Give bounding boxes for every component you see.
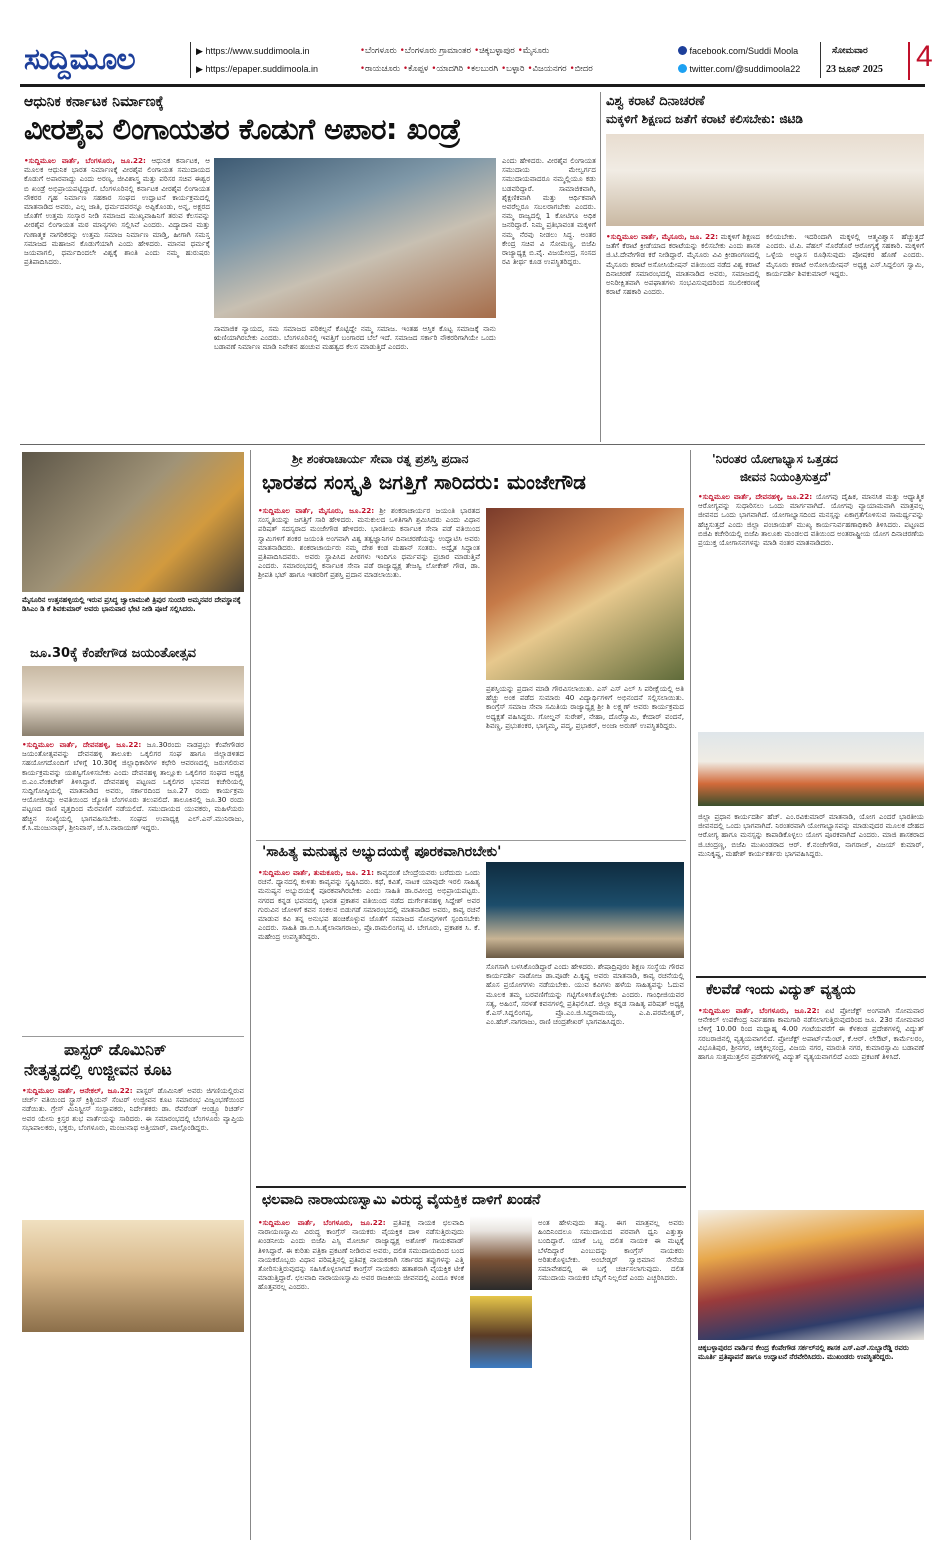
column-rule <box>250 450 251 1540</box>
facebook-icon <box>678 46 687 55</box>
cities-row-1 <box>360 46 552 56</box>
lead-headline: ವೀರಶೈವ ಲಿಂಗಾಯತರ ಕೊಡುಗೆ ಅಪಾರ: ಖಂಡ್ರೆ <box>24 112 461 146</box>
masthead-divider <box>190 42 191 78</box>
city-link[interactable] <box>431 64 463 74</box>
karate-photo <box>606 134 924 226</box>
city-label: ಬೀದರ <box>574 64 593 74</box>
kempegowda-photo <box>22 666 244 736</box>
city-link[interactable] <box>570 64 593 74</box>
temple-photo <box>22 452 244 592</box>
twitter-link[interactable]: twitter.com/@suddimoola22 <box>678 64 800 74</box>
lead-column-2: ಸಾಮಾಜಿಕ ನ್ಯಾಯದ, ಸಮ ಸಮಾಜದ ಪರಿಕಲ್ಪನೆ ಕೊಟ್ಟಿದ್ದೇ ನಮ್ಮ ಸಮಾಜ. ಇಂತಹ ಆಸ್ತಿಕ ಕೊಟ್ಟ ಸಮಾಜಕ್ಕೆ ನಾನು ಋಣಿಯಾಗಿರಬೇಕು ಎಂದರು. ಬೆಂಗಳೂರಿನಲ್ಲಿ ಇವತ್ತಿಗೆ ಬಂಗಾರದ ಬೆಲೆ ಇದೆ. ಸಮಾಜದ ಸರ್ಕಾರಿ ನೌಕರರಿಗಾಗಿಯೇ ಒಂದು ಬಡಾವಣೆ ನಿರ್ಮಾಣ ಮಾಡಿ ನಿವೇಶನ ಹಂಚುವ ಮಹತ್ವದ ಕೆಲಸ ಮಾಡುತ್ತಿದೆ ಎಂದರು. <box>214 324 496 352</box>
city-label: ಕಲಬುರಗಿ <box>471 64 499 74</box>
chevron-right-icon: ▶ <box>196 64 203 74</box>
issue-day: ಸೋಮವಾರ <box>832 46 868 56</box>
karate-column-1: •ಸುದ್ದಿಮೂಲ ವಾರ್ತೆ, ಮೈಸೂರು, ಜೂ. 22: ಮಕ್ಕಳಿಗೆ ಶಿಕ್ಷಣದ ಜತೆಗೆ ಕೆರಾಟೆ ಕ್ರೀಡೆಯಾದ ಕರಾಟೆಯನ್ನು ಕಲಿಸಬೇಕು ಎಂದು ಶಾಸಕ ಜಿ.ಟಿ.ದೇವೇಗೌಡ ಕರೆ ನೀಡಿದ್ದಾರೆ. ಮೈಸೂರು ವಿವಿ ಕ್ರೀಡಾಂಗಣದಲ್ಲಿ ಮೈಸೂರು ಕರಾಟೆ ಅಸೋಸಿಯೇಷನ್ ವತಿಯಿಂದ ನಡೆದ ವಿಶ್ವ ಕರಾಟೆ ದಿನಾಚರಣೆ ಸಮಾರಂಭದಲ್ಲಿ ಮಾತನಾಡಿದ ಅವರು, ಸಮಾಜದಲ್ಲಿ ಅನಿರೀಕ್ಷಿತವಾಗಿ ಅಪಘಾತಗಳು ಸಂಭವಿಸುವುದರಿಂದ ಸಬಲೀಕರಣಕ್ಕೆ ಕರಾಟೆ ಸಹಕಾರಿ ಎಂದರು. <box>606 232 760 297</box>
pastor-photo <box>22 1220 244 1332</box>
bullet-icon: • <box>431 64 437 74</box>
masthead <box>20 8 933 87</box>
city-label: ಬಳ್ಳಾರಿ <box>506 64 525 74</box>
date-divider <box>820 42 821 78</box>
bullet-icon: • <box>527 64 533 74</box>
karate-kicker: ವಿಶ್ವ ಕರಾಟೆ ದಿನಾಚರಣೆ <box>606 94 705 109</box>
city-label: ವಿಜಯನಗರ <box>532 64 567 74</box>
temple-caption: ಮೈಸೂರಿನ ಉತ್ತನಹಳ್ಳಿಯಲ್ಲಿ ಇರುವ ಪ್ರಸಿದ್ಧ ಜ್ವಾಲಾಮುಖಿ ತ್ರಿಪುರ ಸುಂದರಿ ಅಮ್ಮನವರ ದೇವಸ್ಥಾನಕ್ಕೆ ಡಿಸಿಎಂ ಡಿ ಕೆ ಶಿವಕುಮಾರ್ ಅವರು ಭಾನುವಾರ ಭೇಟಿ ನೀಡಿ ಪೂಜೆ ಸಲ್ಲಿಸಿದರು. <box>22 596 241 613</box>
sahitya-column-2: ಸೊಗಸಾಗಿ ಬಳಸಿಕೊಂಡಿದ್ದಾರೆ ಎಂದು ಹೇಳಿದರು. ಶೇಷಾದ್ರಿಪುರಂ ಶಿಕ್ಷಣ ಸಂಸ್ಥೆಯ ಗೌರವ ಕಾರ್ಯದರ್ಶಿ ನಾಡೋಜ ಡಾ.ವೂಡೇ ಪಿ.ಕೃಷ್ಣ ಅವರು ಮಾತನಾಡಿ, ಕಾವ್ಯ ರಚನೆಯಲ್ಲಿ ಹೊಸ ಪ್ರಯೋಗಗಳು ನಡೆಯಬೇಕು. ಯುವ ಕವಿಗಳು ಹಳೆಯ ಸಾಹಿತ್ಯವನ್ನು ಓದುವ ಮೂಲಕ ತಮ್ಮ ಬರವಣಿಗೆಯನ್ನು ಗಟ್ಟಿಗೊಳಿಸಿಕೊಳ್ಳಬೇಕು ಎಂದರು. ಗಾಂಧೀಜಿಯವರ ಸತ್ಯ, ಅಹಿಂಸೆ, ಸರಳತೆ ಕವನಗಳಲ್ಲಿ ಪ್ರತಿಫಲಿಸಿದೆ. ಜಿಲ್ಲಾ ಕನ್ನಡ ಸಾಹಿತ್ಯ ಪರಿಷತ್ ಅಧ್ಯಕ್ಷ ಕೆ.ಎಸ್.ಸಿದ್ದಲಿಂಗಪ್ಪ, ಪ್ರೊ.ಎಂ.ಜಿ.ಸಿದ್ದರಾಮಯ್ಯ, ಎ.ಪಿ.ಪರಮೇಶ್ವರ್, ಎಂ.ಹೆಚ್.ನಾಗರಾಜು, ರಾಣಿ ಚಂದ್ರಶೇಖರ್ ಭಾಗವಹಿಸಿದ್ದರು. <box>486 962 684 1027</box>
chevron-right-icon: ▶ <box>196 46 203 56</box>
city-label: ಚಿಕ್ಕಬಳ್ಳಾಪುರ <box>479 46 515 56</box>
power-headline: ಕೆಲವೆಡೆ ಇಂದು ವಿದ್ಯುತ್ ವ್ಯತ್ಯಯ <box>706 982 856 998</box>
lead-kicker: ಆಧುನಿಕ ಕರ್ನಾಟಕ ನಿರ್ಮಾಣಕ್ಕೆ <box>24 94 164 110</box>
bullet-icon: • <box>360 64 366 74</box>
city-label: ಬೆಂಗಳೂರು <box>365 46 397 56</box>
column-rule <box>600 92 601 442</box>
bullet-icon: • <box>474 46 480 56</box>
pastor-headline-1: ಪಾಸ್ಟರ್ ಡೊಮಿನಿಕ್ <box>64 1040 167 1059</box>
city-link[interactable] <box>400 46 471 56</box>
kempegowda-body: •ಸುದ್ದಿಮೂಲ ವಾರ್ತೆ, ದೇವನಹಳ್ಳಿ, ಜೂ.22: ಜೂ.30ರಂದು ನಾಡಪ್ರಭು ಕೆಂಪೇಗೌಡರ ಜಯಂತೋತ್ಸವವನ್ನು ದೇವನಹಳ್ಳಿ ತಾಲೂಕು ಒಕ್ಕಲಿಗರ ಸಂಘ ಹಾಗೂ ಜಿಲ್ಲಾಡಳಿತದ ಸಹಯೋಗದೊಂದಿಗೆ ಬೆಳಿಗ್ಗೆ 10.30ಕ್ಕೆ ಜಿಲ್ಲಾಧಿಕಾರಿಗಳ ಕಛೇರಿ ಆವರಣದಲ್ಲಿ ಜರುಗಲಿರುವ ಕಾರ್ಯಕ್ರಮವನ್ನು ಯಶಸ್ವಿಗೊಳಿಸಬೇಕು ಎಂದು ದೇವನಹಳ್ಳಿ ತಾಲ್ಲೂಕು ಒಕ್ಕಲಿಗರ ಸಂಘದ ಅಧ್ಯಕ್ಷ ಬಿ.ಎಂ.ವೆಂಕಟೇಶ್ ತಿಳಿಸಿದ್ದಾರೆ. ದೇವನಹಳ್ಳಿ ಪಟ್ಟಣದ ಒಕ್ಕಲಿಗರ ಭವನದ ಕಚೇರಿಯಲ್ಲಿ ಸುದ್ದಿಗೋಷ್ಠಿಯಲ್ಲಿ ಮಾತನಾಡಿದ ಅವರು, ಸರ್ಕಾರದಿಂದ ಜೂ.27 ರಂದು ಕಾರ್ಯಕ್ರಮ ಆಯೋಜಿಸಿದ್ದು ಅವತಿಯಿಂದ ಜ್ಯೋತಿ ಬೆಂಗಳೂರು ತಲುಪಲಿದೆ. ತಾಲೂಕಿನಲ್ಲಿ ಜೂ.30 ರಂದು ಪಟ್ಟಣದ ರಾಣಿ ವೃತ್ತದಿಂದ ಮೆರವಣಿಗೆ ನಡೆಯಲಿದೆ. ಸಮುದಾಯದ ಯುವಕರು, ಮಹಿಳೆಯರು ಹೆಚ್ಚಿನ ಸಂಖ್ಯೆಯಲ್ಲಿ ಭಾಗವಹಿಸಬೇಕು. ಸಂಘದ ಉಪಾಧ್ಯಕ್ಷ ಎಲ್.ಎನ್.ಮುನಿರಾಜು, ಕೆ.ಸಿ.ಮಂಜುನಾಥ್, ಶ್ರೀನಿವಾಸ್, ಜೆ.ಸಿ.ನಾರಾಯಣ್ ಇದ್ದರು. <box>22 740 244 832</box>
city-label: ಬೆಂಗಳೂರು ಗ್ರಾಮಾಂತರ <box>404 46 472 56</box>
page-number: 4 <box>916 40 933 73</box>
manjegowda-photo <box>486 508 684 680</box>
sahitya-headline: 'ಸಾಹಿತ್ಯ ಮನುಷ್ಯನ ಅಭ್ಯುದಯಕ್ಕೆ ಪೂರಕವಾಗಿರಬೇಕು' <box>262 844 502 860</box>
chikkaballapur-caption: ಚಿಕ್ಕಬಳ್ಳಾಪುರದ ವಾರ್ಡಿನ ಕೇಂದ್ರ ಕೆಂಪೇಗೌಡ ಸರ್ಕಲ್‌ನಲ್ಲಿ ಶಾಸಕ ಎಸ್.ಎನ್.ಸುಬ್ಬಾರೆಡ್ಡಿ ರವರು ಮೂರ್ತಿ ಪ್ರತಿಷ್ಠಾಪನೆ ಹಾಗೂ ಉದ್ಘಾಟನೆ ನೆರವೇರಿಸಿದರು. ಮುಖಂಡರು ಉಪಸ್ಥಿತರಿದ್ದರು. <box>698 1344 909 1361</box>
right-section-rule <box>696 976 926 978</box>
portrait-photo-1 <box>470 1216 532 1290</box>
narayanaswamy-headline: ಛಲವಾದಿ ನಾರಾಯಣಸ್ವಾಮಿ ವಿರುದ್ಧ ವೈಯಕ್ತಿಕ ದಾಳಿಗೆ ಖಂಡನೆ <box>262 1192 541 1208</box>
yoga-body-1: •ಸುದ್ದಿಮೂಲ ವಾರ್ತೆ, ದೇವನಹಳ್ಳಿ, ಜೂ.22: ಯೋಗವು ದೈಹಿಕ, ಮಾನಸಿಕ ಮತ್ತು ಆಧ್ಯಾತ್ಮಿಕ ಆರೋಗ್ಯವನ್ನು ಸುಧಾರಿಸಲು ಒಂದು ಮಾರ್ಗವಾಗಿದೆ. ಯೋಗವು ವ್ಯಾಯಾಮವಾಗಿ ಮಾತ್ರವಲ್ಲ ಜೀವನದ ಒಂದು ಭಾಗವಾಗಿದೆ. ಯೋಗಾಭ್ಯಾಸದಿಂದ ಮನಸ್ಸನ್ನು ಏಕಾಗ್ರತೆಗೊಳಿಸುವ ಸಾಮರ್ಥ್ಯವನ್ನು ಹೆಚ್ಚಿಸುತ್ತದೆ ಎಂದು ಜಿಲ್ಲಾ ಪಂಚಾಯತ್ ಮುಖ್ಯ ಕಾರ್ಯನಿರ್ವಹಣಾಧಿಕಾರಿ ತಿಳಿಸಿದರು. ಪಟ್ಟಣದ ಬಿಜಿಪಿ ಕಚೇರಿಯಲ್ಲಿ ಬಿಜೆಪಿ ತಾಲೂಕು ಮಂಡಲದ ವತಿಯಿಂದ ಅಂತರಾಷ್ಟ್ರೀಯ ಯೋಗ ದಿನಾಚರಣೆಯ ಪ್ರಯುಕ್ತ ಯೋಗಾಸನಗಳನ್ನು ಮಾಡಿ ನಂತರ ಮಾತನಾಡಿದರು. <box>698 492 924 548</box>
bullet-icon: • <box>501 64 507 74</box>
bullet-icon: • <box>466 64 472 74</box>
pastor-body: •ಸುದ್ದಿಮೂಲ ವಾರ್ತೆ, ಆನೇಕಲ್, ಜೂ.22: ಪಾಸ್ಟರ್ ಡೊಮಿನಿಕ್ ಅವರು ಜಿಗಣಿಯಲ್ಲಿರುವ ಚರ್ಚ್ ವತಿಯಿಂದ ಸ್ಟ್ರಾಸ್ ಕ್ರಿಶ್ಚಿಯನ್ ಸೆಂಟರ್ ಉಜ್ಜೀವನ ಕೂಟ ಸಮಾರಂಭ ವಿಜೃಂಭಣೆಯಿಂದ ನಡೆಯಿತು. ಗ್ರೇಸ್ ಮಿನಿಸ್ಟ್ರೀಸ್ ಸಂಸ್ಥಾಪಕರು, ನಿರ್ದೇಶಕರು ಡಾ. ರೆವರೆಂಡ್ ಆಂಡ್ರ್ಯೂ ರಿಚರ್ಡ್ ಅವರ ಯೇಸು ಕ್ರಿಸ್ತರ ಶುಭ ವಾರ್ತೆಯನ್ನು ಸಾರಿದರು. ಈ ಸಮಾರಂಭದಲ್ಲಿ ಬೆಂಗಳೂರು ವ್ಯಾಪ್ತಿಯ ಸಭಾಪಾಲಕರು, ಭಕ್ತರು, ಬೆಂಗಳೂರು, ಮಂಜುನಾಥ ಅತ್ತಿಯಾರ್, ಪಾಲ್ಗೊಂಡಿದ್ದರು. <box>22 1086 244 1132</box>
narayanaswamy-column-2: ಅಂತ ಹೇಳುವುದು ತಪ್ಪು. ಈಗ ಮಾತ್ರವಲ್ಲ ಅವರು ಹಿಂದಿನಿಂದಲೂ ಸಮುದಾಯದ ಪರವಾಗಿ ಧ್ವನಿ ಎತ್ತುತ್ತಾ ಬಂದಿದ್ದಾರೆ. ಯಾಕೆ ಒಬ್ಬ ದಲಿತ ನಾಯಕ ಈ ಮಟ್ಟಕ್ಕೆ ಬೆಳೆದಿದ್ದಾರೆ ಎಂಬುದನ್ನು ಕಾಂಗ್ರೆಸ್ ನಾಯಕರು ಅರಿತುಕೊಳ್ಳಬೇಕು. ಅಂಬೇಡ್ಕರ್ ಸ್ವಾಭಿಮಾನ ಸೇನೆಯ ಸಮಾವೇಶದಲ್ಲಿ ಈ ಬಗ್ಗೆ ಚರ್ಚಿಸಲಾಗುವುದು. ದಲಿತ ಸಮುದಾಯ ನಾಯಕರ ಬೆನ್ನಿಗೆ ನಿಲ್ಲಲಿದೆ ಎಂದು ಎಚ್ಚರಿಸಿದರು. <box>538 1218 684 1283</box>
section-rule <box>20 444 925 445</box>
page-divider <box>908 42 910 80</box>
center-section-rule-2 <box>256 1186 686 1188</box>
city-link[interactable] <box>474 46 515 56</box>
city-label: ಮೈಸೂರು <box>522 46 550 56</box>
sahitya-column-1: •ಸುದ್ದಿಮೂಲ ವಾರ್ತೆ, ತುಮಕೂರು, ಜೂ. 21: ಕಾವ್ಯದಂತೆ ಬೇಂದ್ರೆಯವರು ಬರೆದುದು ಒಂದು ರಚನೆ. ಧ್ಯಾನದಲ್ಲಿ ಕುಳಿತು ಕಾವ್ಯವನ್ನು ಸೃಷ್ಟಿಸಿದರು. ಕಥೆ, ಕವಿತೆ, ನಾಟಕ ಯಾವುದೇ ಇರಲಿ ಸಾಹಿತ್ಯ ಮನುಷ್ಯನ ಅಭ್ಯುದಯಕ್ಕೆ ಪೂರಕವಾಗಿರಬೇಕು ಎಂದು ಸಾಹಿತಿ ಡಾ.ರವೀಂದ್ರ ಅಭಿಪ್ರಾಯಪಟ್ಟರು. ನಗರದ ಕನ್ನಡ ಭವನದಲ್ಲಿ ಭಾರತ ಪ್ರಕಾಶನ ವತಿಯಿಂದ ನಡೆದ ದುರ್ಗೇಶನಹಳ್ಳಿ ಸಿದ್ದೇಶ್ ಅವರ ಗುರುವಿನ ಜೋಳಿಗೆ ಕವನ ಸಂಕಲನ ಬಿಡುಗಡೆ ಸಮಾರಂಭದಲ್ಲಿ ಮಾತನಾಡಿದ ಅವರು, ಕಾವ್ಯ ರಚನೆ ಮಾಡುವ ಕವಿ ತನ್ನ ಅನುಭವ ಹಂಚಿಕೊಳ್ಳುವ ಜೊತೆಗೆ ಸಮಾಜದ ನೋವುಗಳಿಗೆ ಸ್ಪಂದಿಸಬೇಕು ಎಂದರು. ಸಾಹಿತಿ ಡಾ.ಬಿ.ಸಿ.ಶೈಲಾನಾಗರಾಜು, ಪ್ರೊ.ರಾಮಲಿಂಗಪ್ಪ ಟಿ. ಬೇಗೂರು, ಪ್ರಕಾಶಕ ಸಿ. ಕೆ. ಮಹೇಂದ್ರ ಉಪಸ್ಥಿತರಿದ್ದರು. <box>258 868 480 942</box>
lead-column-3: ಎಂದು ಹೇಳಿದರು. ವೀರಶೈವ ಲಿಂಗಾಯತ ಸಮುದಾಯ ಮೇಲ್ವರ್ಗದ ಸಮುದಾಯವಾದರೂ ನಮ್ಮಲ್ಲಿಯೂ ಕಡು ಬಡವರಿದ್ದಾರೆ. ಸಾಮಾಜಿಕವಾಗಿ, ಶೈಕ್ಷಣಿಕವಾಗಿ ಮತ್ತು ಆರ್ಥಿಕವಾಗಿ ಅವರೆಲ್ಲರೂ ಸಬಲರಾಗಬೇಕು ಎಂದರು. ನಮ್ಮ ರಾಜ್ಯದಲ್ಲಿ 1 ಕೋಟಿಗೂ ಅಧಿಕ ಜನರಿದ್ದಾರೆ. ನಿಮ್ಮ ಪ್ರತಿಭಾವಂತ ಮಕ್ಕಳಿಗೆ ನಮ್ಮ ನೆರವು ನೀಡಲು ಸಿದ್ಧ. ಅಂತರ ಕೇಂದ್ರ ಸಚಿವ ವಿ ಸೋಮಣ್ಣ, ಬಿಜೆಪಿ ರಾಜ್ಯಾಧ್ಯಕ್ಷ ಬಿ.ವೈ. ವಿಜಯೇಂದ್ರ, ಸಂಸದ ರವಿ ತೀರ್ಥ ಕೂಡ ಉಪಸ್ಥಿತರಿದ್ದರು. <box>502 156 596 267</box>
yoga-body-2: ಜಿಲ್ಲಾ ಪ್ರಧಾನ ಕಾರ್ಯದರ್ಶಿ ಹೆಚ್. ಎಂ.ರವಿಕುಮಾರ್ ಮಾತನಾಡಿ, ಯೋಗ ಎಂದರೆ ಭಾರತೀಯ ಜೀವನದಲ್ಲಿ ಒಂದು ಭಾಗವಾಗಿದೆ. ನಿರಂತರವಾಗಿ ಯೋಗಾಭ್ಯಾಸವನ್ನು ಮಾಡುವುದರ ಮೂಲಕ ದೇಹದ ಆರೋಗ್ಯ ಹಾಗೂ ಮನಸ್ಸನ್ನು ಕಾಪಾಡಿಕೊಳ್ಳಲು ಯೋಗ ಪೂರಕವಾಗಿದೆ ಎಂದರು. ಮಾಜಿ ಶಾಸಕರಾದ ಜಿ.ಚಂದ್ರಣ್ಣ, ಬಿಜೆಪಿ ಮುಖಂಡರಾದ ಆರ್. ಕೆ.ನಂಜೇಗೌಡ, ನಾಗರಾಜ್, ವಿಜಯ್ ಕುಮಾರ್, ಮುನಿಕೃಷ್ಣ, ಮಹೇಶ್ ಕಾರ್ಯಕರ್ತರು ಭಾಗವಹಿಸಿದ್ದರು. <box>698 812 924 858</box>
bullet-icon: • <box>517 46 523 56</box>
bullet-icon: • <box>569 64 575 74</box>
power-body: •ಸುದ್ದಿಮೂಲ ವಾರ್ತೆ, ಬೆಂಗಳೂರು, ಜೂ.22: ಏಟಿ ಪ್ರೋಜೆಕ್ಟ್ ಅಂಗವಾಗಿ ಸೋಮವಾರ ಆನೇಕಲ್ ಉಪಕೇಂದ್ರ ನಿರ್ವಹಣಾ ಕಾಮಗಾರಿ ನಡೆಸಲಾಗುತ್ತಿರುವುದರಿಂದ ಜೂ. 23ರ ಸೋಮವಾರ ಬೆಳಿಗ್ಗೆ 10.00 ರಿಂದ ಮಧ್ಯಾಹ್ನ 4.00 ಗಂಟೆಯವರೆಗೆ ಈ ಕೆಳಕಂಡ ಪ್ರದೇಶಗಳಲ್ಲಿ ವಿದ್ಯುತ್ ಸರಬರಾಜಿನಲ್ಲಿ ವ್ಯತ್ಯಯವಾಗಲಿದೆ. ಪ್ರೋಜೆಕ್ಟ್ ಅಪಾರ್ಟ್‌ಮೆಂಟ್, ಕೆ.ಆರ್. ಲೇಔಟ್, ಕಾರ್ಮೆಲರಂ, ವಿಭೂತಿಪುರ, ಶ್ರೀನಗರ, ಚಿಕ್ಕಕಲ್ಲಸಂದ್ರ, ವಿಜಯ ನಗರ, ಮಾರುತಿ ನಗರ, ಕುಮಾರಸ್ವಾಮಿ ಬಡಾವಣೆ ಹಾಗೂ ಸುತ್ತಮುತ್ತಲಿನ ಪ್ರದೇಶಗಳಲ್ಲಿ ವಿದ್ಯುತ್ ವ್ಯತ್ಯಯವಾಗಲಿದೆ ಎಂದು ಪ್ರಕಟಣೆ ತಿಳಿಸಿದೆ. <box>698 1006 924 1062</box>
city-label: ಯಾದಗಿರಿ <box>436 64 464 74</box>
manjegowda-headline: ಭಾರತದ ಸಂಸ್ಕೃತಿ ಜಗತ್ತಿಗೆ ಸಾರಿದರು: ಮಂಜೇಗೌಡ <box>262 470 586 494</box>
city-link[interactable] <box>528 64 567 74</box>
yoga-headline-1: 'ನಿರಂತರ ಯೋಗಾಭ್ಯಾಸ ಒತ್ತಡದ <box>712 452 838 466</box>
left-section-rule <box>22 1036 244 1037</box>
portrait-photo-2 <box>470 1296 532 1368</box>
yoga-headline-2: ಜೀವನ ನಿಯಂತ್ರಿಸುತ್ತದೆ' <box>740 470 832 484</box>
bullet-icon: • <box>399 46 405 56</box>
manjegowda-column-2: ಪ್ರಶಸ್ತಿಯನ್ನು ಪ್ರದಾನ ಮಾಡಿ ಗೌರವಿಸಲಾಯಿತು. ಎಸ್ ಎಸ್ ಎಲ್ ಸಿ ಪರೀಕ್ಷೆಯಲ್ಲಿ ಅತಿ ಹೆಚ್ಚು ಅಂಕ ಪಡೆದ ಸುಮಾರು 40 ವಿದ್ಯಾರ್ಥಿಗಳಿಗೆ ಅಭಿನಂದನೆ ಸಲ್ಲಿಸಲಾಯಿತು. ಕಾಂಗ್ರೆಸ್ ಸಮಾಜ ಸೇವಾ ಸಮಿತಿಯ ರಾಜ್ಯಾಧ್ಯಕ್ಷ ಶ್ರೀ ಶಿ ಲಕ್ಷ್ಮಣ್ ಅವರು ಕಾರ್ಯಕ್ರಮದ ಅಧ್ಯಕ್ಷತೆ ವಹಿಸಿದ್ದರು. ಗೋಲ್ಡನ್ ಸುರೇಶ್, ನೇಹಾ, ದೊರೆಸ್ವಾಮಿ, ಕೇದಾರ್ ವಂದನೆ, ಶಿವಣ್ಣ, ಪ್ರಭುಶಂಕರ, ಭಾಗ್ಯಮ್ಮ, ಪದ್ಮ, ಪ್ರಭಾಕರ್, ಅಂಜಾ ಅರುಣ್ ಉಪಸ್ಥಿತರಿದ್ದರು. <box>486 684 684 730</box>
yoga-photo <box>698 732 924 806</box>
city-link[interactable] <box>403 64 428 74</box>
narayanaswamy-column-1: •ಸುದ್ದಿಮೂಲ ವಾರ್ತೆ, ಬೆಂಗಳೂರು, ಜೂ.22: ಪ್ರತಿಪಕ್ಷ ನಾಯಕ ಛಲವಾದಿ ನಾರಾಯಣಸ್ವಾಮಿ ವಿರುದ್ಧ ಕಾಂಗ್ರೆಸ್ ನಾಯಕರು ವೈಯಕ್ತಿಕ ದಾಳಿ ನಡೆಸುತ್ತಿರುವುದು ಖಂಡನೀಯ ಎಂದು ಬಿಜೆಪಿ ಎಸ್ಸಿ ಮೋರ್ಚಾ ರಾಜ್ಯಾಧ್ಯಕ್ಷ ಅಶೋಕ್ ಗಾಯಕವಾಡ್ ತಿಳಿಸಿದ್ದಾರೆ. ಈ ಕುರಿತು ಪತ್ರಿಕಾ ಪ್ರಕಟಣೆ ನೀಡಿರುವ ಅವರು, ದಲಿತ ಸಮುದಾಯದಿಂದ ಬಂದ ನಾಯಕರೊಬ್ಬರು ವಿಧಾನ ಪರಿಷತ್ತಿನಲ್ಲಿ ಪ್ರತಿಪಕ್ಷ ನಾಯಕರಾಗಿ ಸರ್ಕಾರದ ತಪ್ಪುಗಳನ್ನು ಎತ್ತಿ ತೋರಿಸುತ್ತಿರುವುದನ್ನು ಸಹಿಸಿಕೊಳ್ಳಲಾಗದೆ ಕಾಂಗ್ರೆಸ್ ನಾಯಕರು ಹತಾಶರಾಗಿ ವೈಯಕ್ತಿಕ ಟೀಕೆ ಮಾಡುತ್ತಿದ್ದಾರೆ. ಛಲವಾದಿ ನಾರಾಯಣಸ್ವಾಮಿ ಅವರ ರಾಜಕೀಯ ಜೀವನದಲ್ಲಿ ಎಂದೂ ಕಳಂಕ ಹೊತ್ತವರಲ್ಲ ಎಂದರು. <box>258 1218 464 1292</box>
facebook-link[interactable]: facebook.com/Suddi Moola <box>678 46 798 56</box>
twitter-icon <box>678 64 687 73</box>
city-link[interactable] <box>360 46 397 56</box>
city-label: ರಾಯಚೂರು <box>365 64 401 74</box>
bullet-icon: • <box>360 46 366 56</box>
lead-photo <box>214 158 496 318</box>
lead-column-1: •ಸುದ್ದಿಮೂಲ ವಾರ್ತೆ, ಬೆಂಗಳೂರು, ಜೂ.22: ಆಧುನಿಕ ಕರ್ನಾಟಕ, ಆ ಮೂಲಕ ಆಧುನಿಕ ಭಾರತ ನಿರ್ಮಾಣಕ್ಕೆ ವೀರಶೈವ ಲಿಂಗಾಯತ ಸಮುದಾಯದ ಕೊಡುಗೆ ಅಪಾರವಾದ್ದು ಎಂದು ಅರಣ್ಯ, ಜೀವಿಶಾಸ್ತ್ರ ಮತ್ತು ಪರಿಸರ ಸಚಿವ ಈಶ್ವರ ಬಿ ಖಂಡ್ರೆ ಅಭಿಪ್ರಾಯಪಟ್ಟಿದ್ದಾರೆ. ಬೆಂಗಳೂರಿನಲ್ಲಿ ಕರ್ನಾಟಕ ವೀರಶೈವ ಲಿಂಗಾಯತ ನೌಕರರ ಗೃಹ ನಿರ್ಮಾಣ ಸಹಕಾರ ಸಂಘದ ಉದ್ಘಾಟನೆ ಕಾರ್ಯಕ್ರಮದಲ್ಲಿ ಮಾತನಾಡಿದ ಅವರು, ಎಲ್ಲ ಜಾತಿ, ಧರ್ಮದವರನ್ನೂ ಅಪ್ಪಿಕೊಂಡು, ಅನ್ನ, ಅಕ್ಷರದ ಜೊತೆಗೆ ಉತ್ತಮ ಸಂಸ್ಕಾರ ನೀಡಿ ಸಮಾಜದ ಮುಖ್ಯವಾಹಿನಿಗೆ ತರುವ ಕೆಲಸವನ್ನು ವೀರಶೈವ ಲಿಂಗಾಯತ ಮಠ ಮಾನ್ಯಗಳು ಸಲ್ಲಿಸಿವೆ ಎಂದರು. ವಿದ್ಯಾದಾನ ಮತ್ತು ಗುಣಾತ್ಮಕ ನಾಗರಿಕರನ್ನು ಉತ್ತಮ ಸಮಾಜ ನಿರ್ಮಾಣ ಮಾಡ್ತಿ, ಹೀಗಾಗಿ ಸಮಸ್ತ ಸಮಾಜದ ಮಹಾಜನ ಕೊಡುಗೆಯಾಗಿ ಎಂದು ಹೇಳಿದರು. ಮಾನವ ಧರ್ಮಕ್ಕೆ ಜಯವಾಗಲಿ, ಧರ್ಮದಿಂದಲೇ ವಿಶ್ವಕ್ಕೆ ಶಾಂತಿ ಎಂದು ನಮ್ಮ ಹುರುಷರು ಪ್ರತಿಪಾದಿಸಿದರು. <box>24 156 210 267</box>
chikkaballapur-photo <box>698 1210 924 1340</box>
manjegowda-kicker: ಶ್ರೀ ಶಂಕರಾಚಾರ್ಯ ಸೇವಾ ರತ್ನ ಪ್ರಶಸ್ತಿ ಪ್ರದಾನ <box>292 452 469 466</box>
kempegowda-headline: ಜೂ.30ಕ್ಕೆ ಕೆಂಪೇಗೌಡ ಜಯಂತೋತ್ಸವ <box>30 646 196 661</box>
issue-date: 23 ಜೂನ್ 2025 <box>826 64 883 75</box>
manjegowda-column-1: •ಸುದ್ದಿಮೂಲ ವಾರ್ತೆ, ಮೈಸೂರು, ಜೂ.22: ಶ್ರೀ ಶಂಕರಾಚಾರ್ಯರ ಜಯಂತಿ ಭಾರತದ ಸಂಸ್ಕೃತಿಯನ್ನು ಜಗತ್ತಿಗೆ ಸಾರಿ ಹೇಳಿದರು. ಮನುಕುಲದ ಒಳಿತಿಗಾಗಿ ಶ್ರಮಿಸಿದರು ಎಂದು ವಿಧಾನ ಪರಿಷತ್ ಸದಸ್ಯರಾದ ಮಂಜೇಗೌಡ ಹೇಳಿದರು. ಭಾರತೀಯ ಕರ್ನಾಟಕ ಸೇನಾ ಪಡೆ ವತಿಯಿಂದ ಸ್ವಾಮಿಗಳಿಗೆ ಶಂಕರ ಜಯಂತಿ ಅಂಗವಾಗಿ ವಿಶ್ವ ತತ್ವಜ್ಞಾನಿಗಳ ದಿನಾಚರಣೆಯನ್ನು ಉದ್ಘಾಟಿಸಿ ಅವರು ಮಾತನಾಡಿದರು. ಶಂಕರಾಚಾರ್ಯರು ನಮ್ಮ ದೇಶ ಕಂಡ ಮಹಾನ್ ಸಂತರು. ಅದ್ವೈತ ಸಿದ್ಧಾಂತ ಪ್ರತಿಪಾದಿಸಿದವರು. ಅವರು ಸ್ಥಾಪಿಸಿದ ಪೀಠಗಳು ಇಂದಿಗೂ ಧರ್ಮವನ್ನು ಪ್ರಚಾರ ಮಾಡುತ್ತಿವೆ ಎಂದರು. ಸಮಾರಂಭದಲ್ಲಿ ಕರ್ನಾಟಕ ಸೇನಾ ಪಡೆ ರಾಜ್ಯಾಧ್ಯಕ್ಷ ತೇಜಸ್ವಿ ಲೋಕೇಶ್ ಗೌಡ, ಡಾ. ಶ್ರೀಪತಿ ಭಟ್ ಹಾಗೂ ಇತರರಿಗೆ ಪ್ರಶಸ್ತಿ ಪ್ರದಾನ ಮಾಡಲಾಯಿತು. <box>258 506 480 580</box>
city-link[interactable] <box>466 64 498 74</box>
bullet-icon: • <box>403 64 409 74</box>
site-link[interactable]: ▶ https://www.suddimoola.in <box>196 46 310 56</box>
pastor-headline-2: ನೇತೃತ್ವದಲ್ಲಿ ಉಜ್ಜೀವನ ಕೂಟ <box>24 1060 172 1079</box>
city-link[interactable] <box>518 46 549 56</box>
karate-headline: ಮಕ್ಕಳಿಗೆ ಶಿಕ್ಷಣದ ಜತೆಗೆ ಕರಾಟೆ ಕಲಿಸಬೇಕು: ಜಿಟಿಡಿ <box>606 112 803 126</box>
city-label: ಕೊಪ್ಪಳ <box>408 64 429 74</box>
cities-row-2 <box>360 64 596 74</box>
column-rule <box>690 450 691 1540</box>
city-link[interactable] <box>501 64 524 74</box>
karate-column-2: ಕಲಿಯಬೇಕು. ಇದರಿಂದಾಗಿ ಮಕ್ಕಳಲ್ಲಿ ಆತ್ಮವಿಶ್ವಾಸ ಹೆಚ್ಚುತ್ತದೆ ಎಂದರು. ಟಿ.ಪಿ. ಪೆಹಲ್ ನೊರೆಡೊರೆ ಆರೋಗ್ಯಕ್ಕೆ ಸಹಕಾರಿ. ಮಕ್ಕಳಿಗೆ ಒಳ್ಳೆಯ ಅಭ್ಯಾಸ ರೂಢಿಸುವುದು ಪೋಷಕರ ಹೊಣೆ ಎಂದರು. ಮೈಸೂರು ಕರಾಟೆ ಅಸೋಸಿಯೇಷನ್ ಅಧ್ಯಕ್ಷ ಎಸ್.ಸಿದ್ದಲಿಂಗ ಸ್ವಾಮಿ, ಕಾರ್ಯದರ್ಶಿ ಶಿವಕುಮಾರ್ ಇದ್ದರು. <box>766 232 924 278</box>
masthead-logo: ಸುದ್ದಿಮೂಲ <box>24 42 135 77</box>
center-section-rule <box>256 840 686 841</box>
sahitya-photo <box>486 862 684 958</box>
city-link[interactable] <box>360 64 400 74</box>
epaper-link[interactable]: ▶ https://epaper.suddimoola.in <box>196 64 319 74</box>
